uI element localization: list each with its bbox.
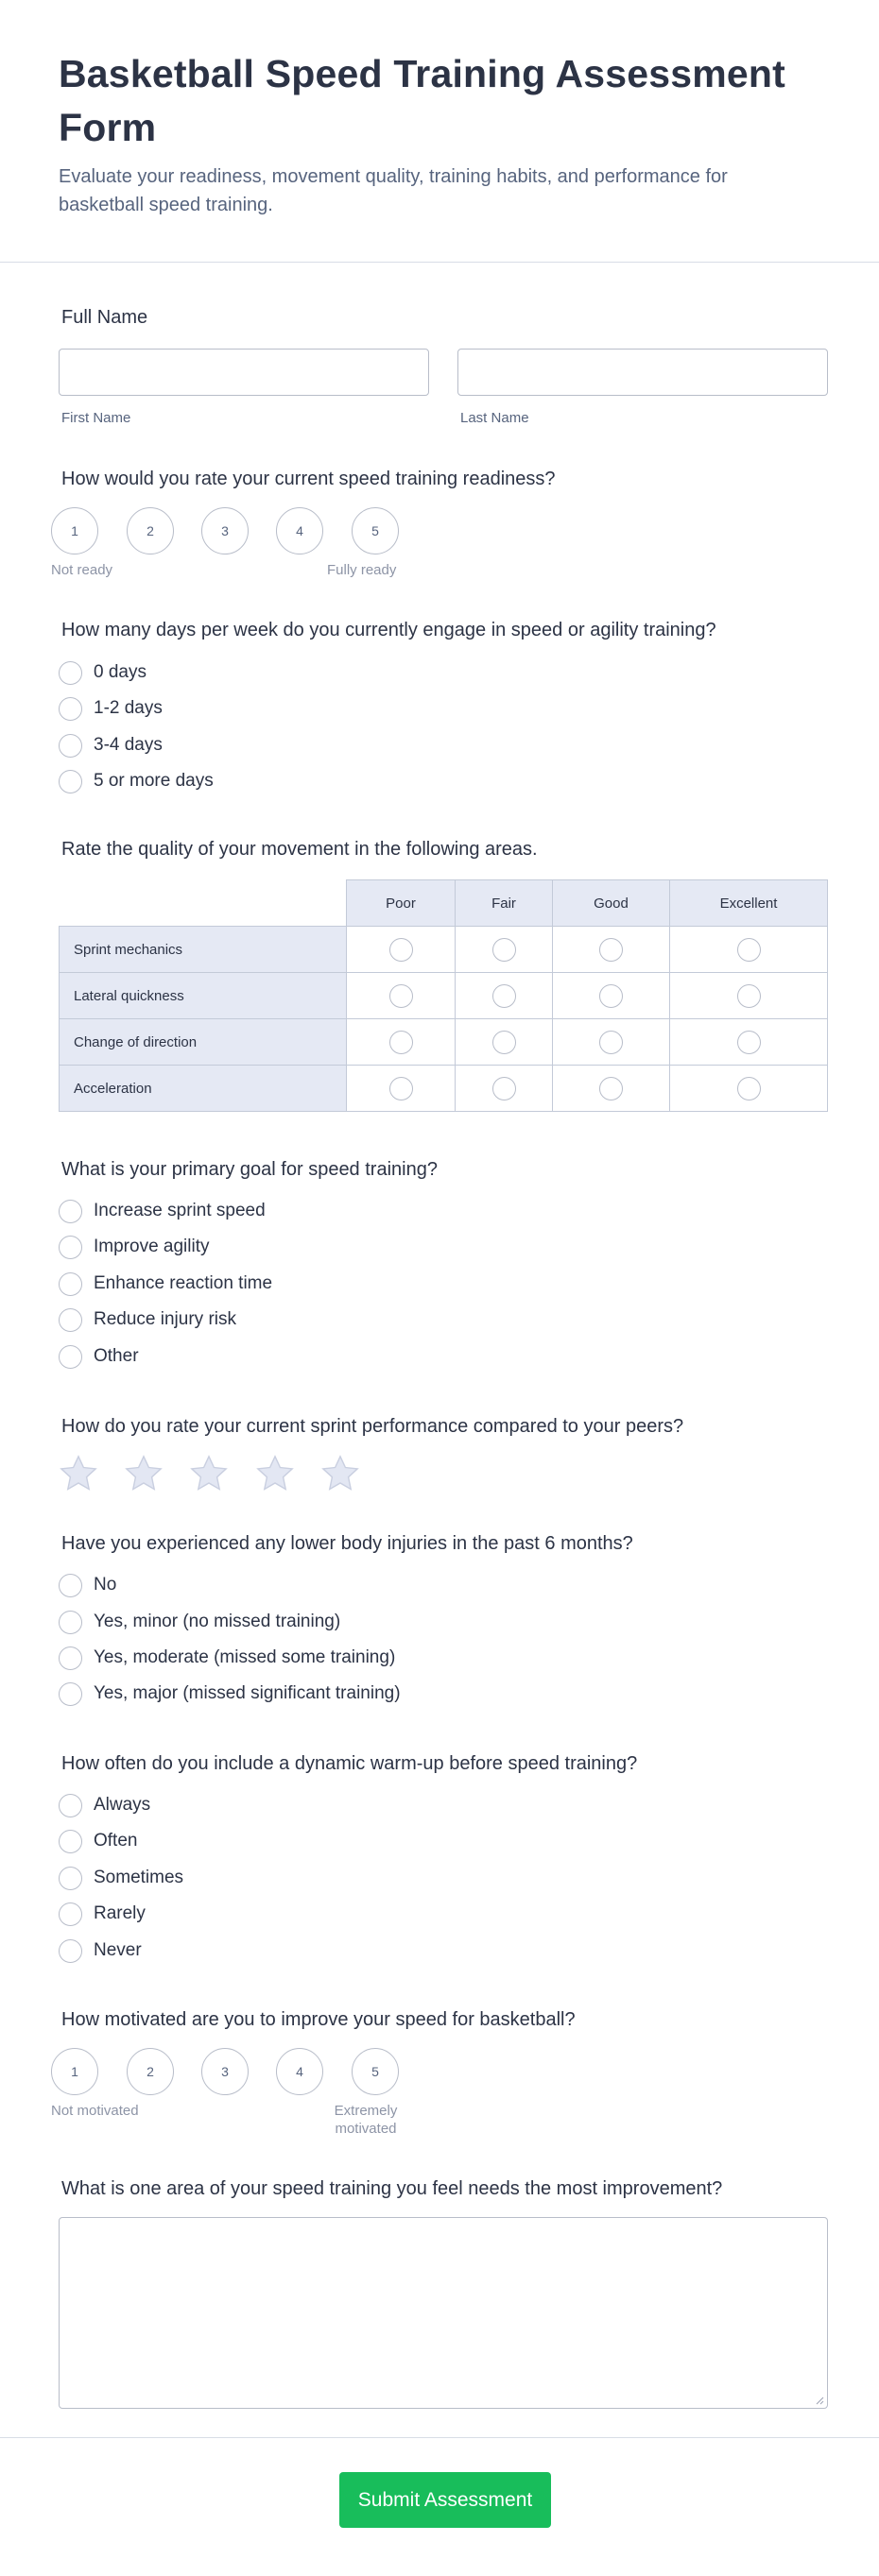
warmup-option-1[interactable] — [59, 1827, 137, 1855]
radio-button[interactable] — [59, 697, 82, 721]
option-label: Reduce injury risk — [94, 1309, 236, 1329]
matrix-cell[interactable] — [346, 1018, 456, 1066]
option-label: Yes, major (missed significant training) — [94, 1683, 401, 1703]
readiness-option-1[interactable]: 1 — [51, 507, 98, 554]
goal-option-0[interactable] — [59, 1197, 266, 1225]
star-icon[interactable] — [320, 1454, 360, 1493]
warmup-question: How often do you include a dynamic warm-up before speed training? — [61, 1753, 638, 1774]
option-label: Often — [94, 1831, 138, 1851]
radio-button[interactable] — [599, 938, 623, 962]
matrix-column-fair: Fair — [455, 879, 553, 927]
option-label: 5 or more days — [94, 771, 214, 791]
matrix-cell[interactable] — [346, 926, 456, 973]
matrix-cell[interactable] — [455, 1018, 553, 1066]
motivation-option-5[interactable]: 5 — [352, 2048, 399, 2095]
matrix-cell[interactable] — [669, 926, 828, 973]
improvement-textarea[interactable] — [59, 2217, 828, 2409]
matrix-row-lateral-quickness: Lateral quickness — [59, 972, 347, 1019]
matrix-cell[interactable] — [552, 926, 670, 973]
matrix-column-poor: Poor — [346, 879, 456, 927]
days-option-0[interactable] — [59, 658, 146, 687]
option-label: 3-4 days — [94, 735, 163, 755]
injury-option-2[interactable] — [59, 1644, 395, 1672]
matrix-row-acceleration: Acceleration — [59, 1065, 347, 1112]
footer-divider — [0, 2437, 879, 2438]
motivation-option-1[interactable]: 1 — [51, 2048, 98, 2095]
motivation-option-2[interactable]: 2 — [127, 2048, 174, 2095]
matrix-column-excellent: Excellent — [669, 879, 828, 927]
radio-button[interactable] — [492, 1077, 516, 1100]
movement-quality-matrix — [59, 879, 828, 1117]
injury-option-0[interactable] — [59, 1571, 116, 1599]
days-option-2[interactable] — [59, 731, 163, 759]
option-label: Rarely — [94, 1903, 146, 1923]
radio-button[interactable] — [492, 1031, 516, 1054]
motivation-option-4[interactable]: 4 — [276, 2048, 323, 2095]
radio-button[interactable] — [59, 1646, 82, 1670]
matrix-cell[interactable] — [669, 972, 828, 1019]
option-label: Never — [94, 1940, 142, 1960]
full-name-label: Full Name — [61, 307, 148, 328]
radio-button[interactable] — [599, 984, 623, 1008]
option-label: Yes, moderate (missed some training) — [94, 1647, 396, 1667]
radio-button[interactable] — [389, 984, 413, 1008]
option-label: Increase sprint speed — [94, 1201, 266, 1220]
readiness-option-3[interactable]: 3 — [201, 507, 249, 554]
goal-option-4[interactable] — [59, 1342, 139, 1371]
warmup-option-4[interactable] — [59, 1936, 142, 1965]
radio-button[interactable] — [59, 1236, 82, 1259]
matrix-cell[interactable] — [346, 1065, 456, 1112]
radio-button[interactable] — [59, 734, 82, 758]
goal-option-2[interactable] — [59, 1270, 272, 1298]
matrix-cell[interactable] — [455, 972, 553, 1019]
matrix-cell[interactable] — [552, 1065, 670, 1112]
warmup-option-3[interactable] — [59, 1900, 146, 1928]
option-label: Enhance reaction time — [94, 1273, 273, 1293]
first-name-input[interactable] — [59, 349, 429, 396]
radio-button[interactable] — [59, 661, 82, 685]
days-option-3[interactable] — [59, 767, 214, 795]
option-label: Sometimes — [94, 1868, 184, 1887]
radio-button[interactable] — [59, 770, 82, 793]
motivation-option-3[interactable]: 3 — [201, 2048, 249, 2095]
matrix-cell[interactable] — [669, 1065, 828, 1112]
warmup-option-0[interactable] — [59, 1791, 150, 1819]
option-label: Other — [94, 1346, 139, 1366]
matrix-cell[interactable] — [455, 926, 553, 973]
radio-button[interactable] — [59, 1200, 82, 1223]
days-option-1[interactable] — [59, 694, 163, 723]
first-name-sublabel: First Name — [61, 410, 131, 426]
star-icon[interactable] — [255, 1454, 295, 1493]
option-label: Yes, minor (no missed training) — [94, 1612, 341, 1631]
motivation-high-label-line2: motivated — [335, 2121, 397, 2137]
form-header — [59, 47, 796, 219]
radio-button[interactable] — [599, 1031, 623, 1054]
submit-button[interactable]: Submit Assessment — [339, 2472, 551, 2528]
days-per-week-question: How many days per week do you currently engage in speed or agility training? — [61, 620, 716, 640]
readiness-high-label: Fully ready — [327, 562, 397, 578]
last-name-input[interactable] — [457, 349, 828, 396]
motivation-question: How motivated are you to improve your speed for basketball? — [61, 2009, 576, 2030]
resize-grip-icon[interactable] — [815, 2396, 824, 2405]
goal-option-1[interactable] — [59, 1233, 210, 1261]
radio-button[interactable] — [59, 1345, 82, 1369]
radio-button[interactable] — [59, 1830, 82, 1853]
radio-button[interactable] — [389, 1031, 413, 1054]
radio-button[interactable] — [59, 1939, 82, 1963]
movement-quality-question: Rate the quality of your movement in the following areas. — [61, 839, 538, 860]
radio-button[interactable] — [737, 938, 761, 962]
header-divider — [0, 262, 879, 263]
readiness-option-4[interactable]: 4 — [276, 507, 323, 554]
injury-option-3[interactable] — [59, 1680, 401, 1708]
option-label: No — [94, 1575, 117, 1595]
star-icon[interactable] — [189, 1454, 229, 1493]
star-icon[interactable] — [124, 1454, 164, 1493]
warmup-option-2[interactable] — [59, 1864, 183, 1892]
last-name-sublabel: Last Name — [460, 410, 529, 426]
improvement-question: What is one area of your speed training you feel needs the most improvement? — [61, 2178, 723, 2199]
readiness-question: How would you rate your current speed training readiness? — [61, 469, 556, 489]
matrix-column-good: Good — [552, 879, 670, 927]
matrix-cell[interactable] — [552, 1018, 670, 1066]
radio-button[interactable] — [59, 1611, 82, 1634]
radio-button[interactable] — [59, 1308, 82, 1332]
matrix-row-change-of-direction: Change of direction — [59, 1018, 347, 1066]
readiness-option-2[interactable]: 2 — [127, 507, 174, 554]
radio-button[interactable] — [59, 1682, 82, 1706]
primary-goal-question: What is your primary goal for speed training? — [61, 1159, 438, 1180]
readiness-low-label: Not ready — [51, 562, 113, 578]
motivation-low-label: Not motivated — [51, 2103, 139, 2119]
matrix-cell[interactable] — [455, 1065, 553, 1112]
form-subtitle: Evaluate your readiness, movement quality, training habits, and performance for basketball speed training. — [59, 166, 728, 215]
option-label: Always — [94, 1795, 151, 1815]
radio-button[interactable] — [389, 1077, 413, 1100]
radio-button[interactable] — [389, 938, 413, 962]
radio-button[interactable] — [59, 1902, 82, 1926]
option-label: 0 days — [94, 662, 146, 682]
star-icon[interactable] — [59, 1454, 98, 1493]
radio-button[interactable] — [492, 938, 516, 962]
radio-button[interactable] — [737, 984, 761, 1008]
injury-option-1[interactable] — [59, 1608, 340, 1636]
option-label: Improve agility — [94, 1237, 210, 1256]
motivation-high-label-line1: Extremely — [334, 2103, 398, 2119]
injuries-question: Have you experienced any lower body injuries in the past 6 months? — [61, 1533, 633, 1554]
radio-button[interactable] — [737, 1031, 761, 1054]
motivation-high-label — [333, 2102, 399, 2138]
form-title: Basketball Speed Training Assessment Form — [59, 52, 786, 149]
readiness-option-5[interactable]: 5 — [352, 507, 399, 554]
option-label: 1-2 days — [94, 698, 163, 718]
radio-button[interactable] — [599, 1077, 623, 1100]
matrix-cell[interactable] — [552, 972, 670, 1019]
radio-button[interactable] — [59, 1272, 82, 1296]
radio-button[interactable] — [59, 1794, 82, 1817]
radio-button[interactable] — [492, 984, 516, 1008]
goal-option-3[interactable] — [59, 1305, 236, 1334]
sprint-performance-question: How do you rate your current sprint performance compared to your peers? — [61, 1416, 684, 1437]
matrix-row-sprint-mechanics: Sprint mechanics — [59, 926, 347, 973]
matrix-cell[interactable] — [346, 972, 456, 1019]
radio-button[interactable] — [59, 1867, 82, 1890]
radio-button[interactable] — [59, 1574, 82, 1597]
radio-button[interactable] — [737, 1077, 761, 1100]
matrix-cell[interactable] — [669, 1018, 828, 1066]
